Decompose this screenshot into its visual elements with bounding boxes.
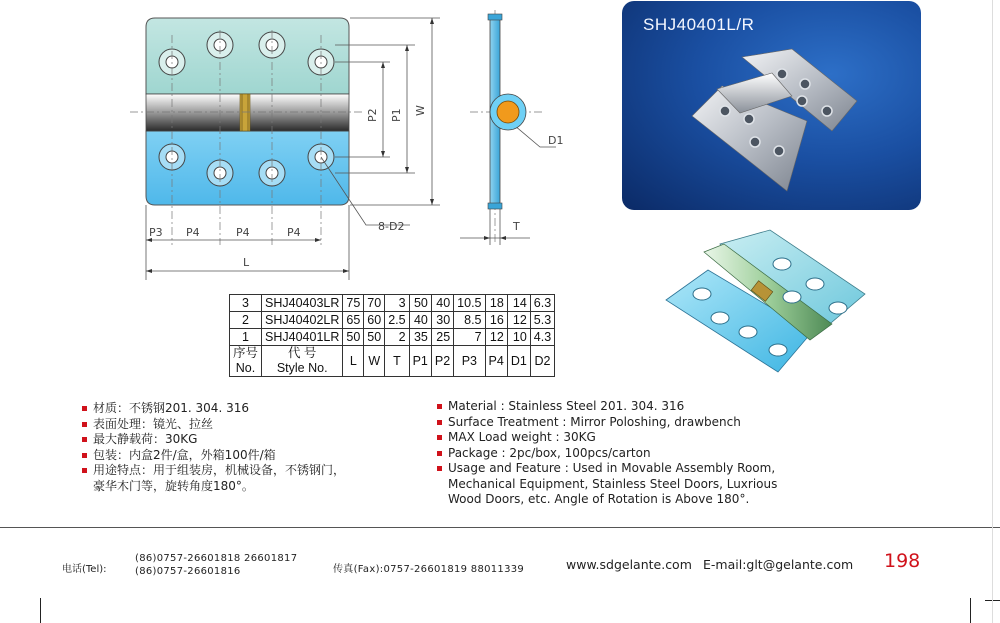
cell-value: 35 (409, 329, 431, 346)
hinge-render-3d (660, 222, 880, 382)
cell-value: 5.3 (530, 312, 554, 329)
cell-style-no: SHJ40403LR (262, 295, 343, 312)
bullet-icon (82, 406, 87, 411)
header-style-no: 代 号 Style No. (262, 346, 343, 377)
header-p1: P1 (409, 346, 431, 377)
cell-value: 4.3 (530, 329, 554, 346)
cell-value: 40 (431, 295, 453, 312)
cell-value: 70 (364, 295, 385, 312)
dim-label-p2: P2 (366, 108, 379, 122)
header-p3: P3 (454, 346, 485, 377)
cell-value: 65 (343, 312, 364, 329)
dim-label-p4: P4 (287, 226, 301, 239)
cell-value: 16 (485, 312, 507, 329)
page-number: 198 (884, 550, 921, 572)
cell-value: 75 (343, 295, 364, 312)
bullet-icon (82, 422, 87, 427)
header-t: T (385, 346, 409, 377)
feature-item: Surface Treatment : Mirror Poloshing, drawbench (437, 415, 777, 431)
cell-value: 10 (507, 329, 530, 346)
header-d1: D1 (507, 346, 530, 377)
footer-divider (0, 527, 1000, 528)
spec-table (229, 294, 555, 377)
header-p2: P2 (431, 346, 453, 377)
technical-drawing (0, 0, 600, 290)
feature-item: 用途特点：用于组装房，机械设备，不锈钢门， (82, 463, 345, 479)
feature-item: 材质：不锈钢201. 304. 316 (82, 401, 345, 417)
cell-value: 10.5 (454, 295, 485, 312)
cell-value: 12 (507, 312, 530, 329)
cell-value: 50 (364, 329, 385, 346)
cell-value: 18 (485, 295, 507, 312)
header-w: W (364, 346, 385, 377)
bullet-icon (437, 420, 442, 425)
feature-continuation: 豪华木门等，旋转角度180°。 (93, 478, 254, 493)
feature-item: 表面处理：镜光、拉丝 (82, 417, 345, 433)
spec-table-header (230, 346, 555, 377)
spec-table-row (230, 329, 555, 346)
cell-style-no: SHJ40401LR (262, 329, 343, 346)
bullet-icon (82, 437, 87, 442)
cell-value: 14 (507, 295, 530, 312)
dim-label-d1: D1 (548, 134, 564, 147)
bullet-icon (437, 404, 442, 409)
header-d2: D2 (530, 346, 554, 377)
features-english (437, 399, 777, 508)
product-title: SHJ40401L/R (643, 15, 755, 34)
dim-label-p4: P4 (186, 226, 200, 239)
feature-item: Usage and Feature : Used in Movable Assembly Room, (437, 461, 777, 477)
website: www.sdgelante.com (566, 557, 692, 572)
dim-label-l: L (243, 256, 250, 269)
header-no: 序号 No. (230, 346, 262, 377)
cell-value: 60 (364, 312, 385, 329)
feature-item: 最大静载荷：30KG (82, 432, 345, 448)
header-p4: P4 (485, 346, 507, 377)
cell-style-no: SHJ40402LR (262, 312, 343, 329)
header-l: L (343, 346, 364, 377)
tel-line-2: (86)0757-26601816 (135, 566, 241, 577)
cell-no: 2 (230, 312, 262, 329)
cell-value: 3 (385, 295, 409, 312)
cell-value: 12 (485, 329, 507, 346)
crop-mark (992, 0, 993, 623)
cell-value: 50 (343, 329, 364, 346)
cell-value: 6.3 (530, 295, 554, 312)
cell-value: 50 (409, 295, 431, 312)
cell-value: 30 (431, 312, 453, 329)
bullet-icon (82, 468, 87, 473)
spec-table-row (230, 312, 555, 329)
features-chinese (82, 401, 345, 494)
feature-item: MAX Load weight : 30KG (437, 430, 777, 446)
cell-value: 8.5 (454, 312, 485, 329)
dim-label-t: T (513, 220, 520, 233)
bullet-icon (437, 451, 442, 456)
email: E-mail:glt@gelante.com (703, 557, 854, 572)
dim-label-p1: P1 (390, 108, 403, 122)
cell-no: 1 (230, 329, 262, 346)
cell-value: 25 (431, 329, 453, 346)
feature-item: Package : 2pc/box, 100pcs/carton (437, 446, 777, 462)
bullet-icon (437, 435, 442, 440)
cell-no: 3 (230, 295, 262, 312)
cell-value: 2.5 (385, 312, 409, 329)
tel-line-1: (86)0757-26601818 26601817 (135, 553, 298, 564)
feature-continuation: Wood Doors, etc. Angle of Rotation is Above 180°. (448, 492, 750, 506)
dim-label-p3: P3 (149, 226, 163, 239)
dim-label-p4: P4 (236, 226, 250, 239)
bullet-icon (437, 466, 442, 471)
feature-item: 包装：内盒2件/盒，外箱100件/箱 (82, 448, 345, 464)
crop-mark (970, 598, 971, 623)
crop-mark (40, 598, 41, 623)
spec-table-row (230, 295, 555, 312)
cell-value: 7 (454, 329, 485, 346)
cell-value: 2 (385, 329, 409, 346)
fax: 传真(Fax):0757-26601819 88011339 (333, 564, 525, 575)
feature-item: Material : Stainless Steel 201. 304. 316 (437, 399, 777, 415)
bullet-icon (82, 453, 87, 458)
dim-label-d2: 8-D2 (378, 220, 405, 233)
tel-label: 电话(Tel): (62, 564, 107, 575)
dim-label-w: W (414, 105, 427, 116)
cell-value: 40 (409, 312, 431, 329)
feature-continuation: Mechanical Equipment, Stainless Steel Doors, Luxrious (448, 476, 778, 491)
